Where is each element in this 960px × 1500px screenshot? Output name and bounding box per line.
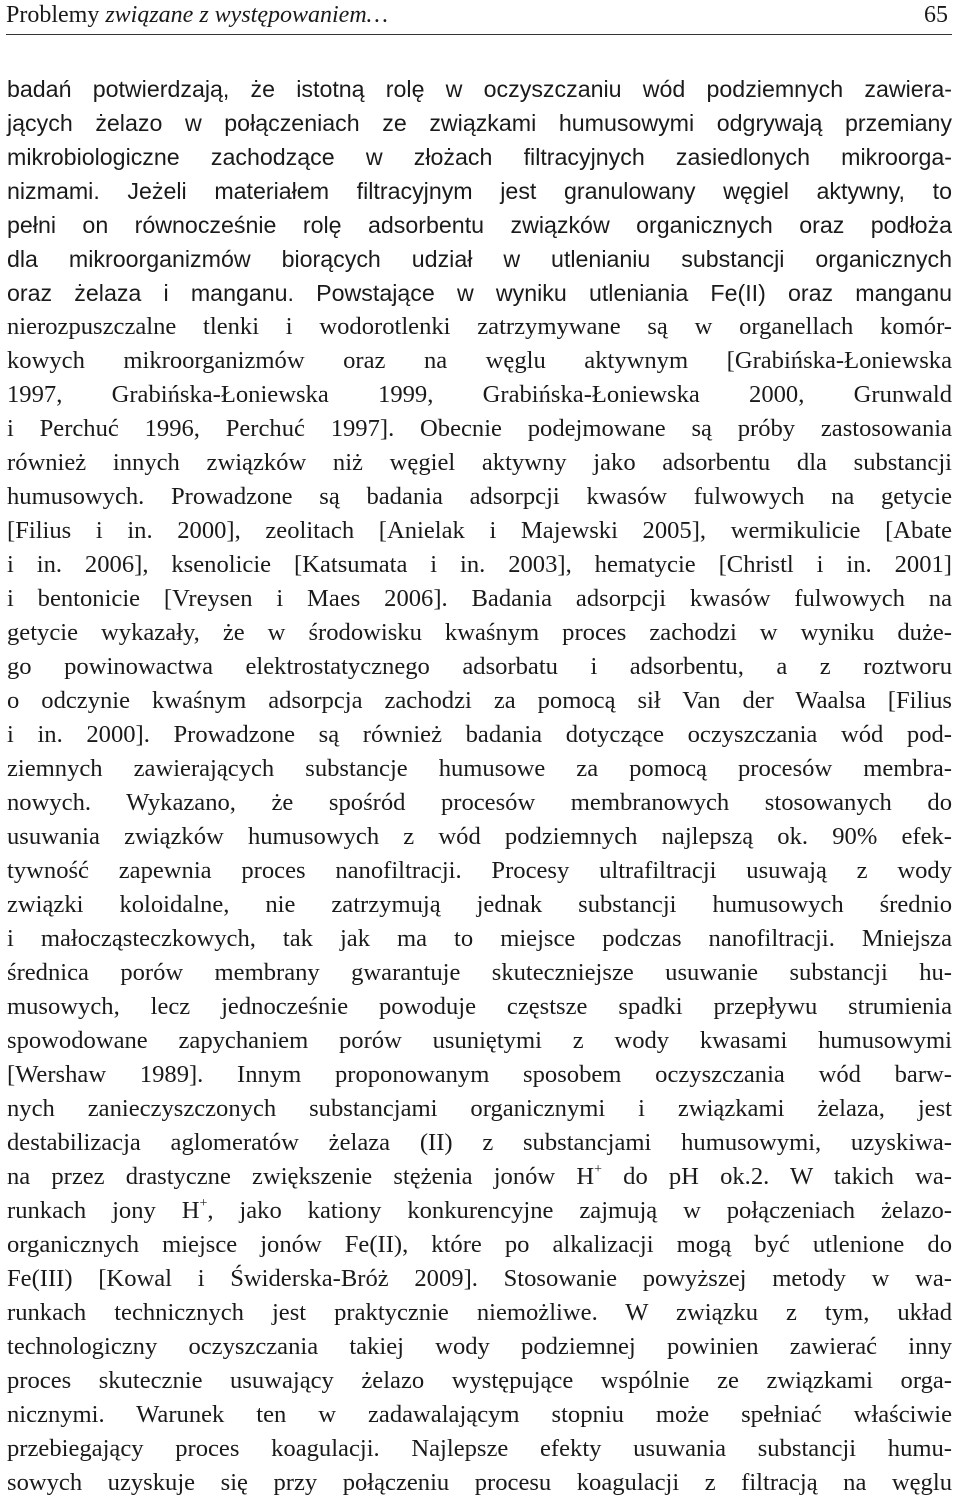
text-line-content: spowodowane zapychaniem porów usuniętymi z wody kwasami humusowymi xyxy=(7,1027,952,1054)
text-line xyxy=(7,1466,952,1500)
text-line xyxy=(7,786,952,820)
text-line xyxy=(7,310,952,344)
text-line-content: pełni on równocześnie rolę adsorbentu związków organicznych oraz podłoża xyxy=(7,212,952,238)
text-line xyxy=(7,1194,952,1228)
text-line xyxy=(7,242,952,276)
text-line-content: nych zanieczyszczonych substancjami organicznymi i związkami żelaza, jest xyxy=(7,1095,952,1122)
text-line xyxy=(7,72,952,106)
text-line xyxy=(7,1398,952,1432)
text-line xyxy=(7,752,952,786)
text-line-content: i bentonicie [Vreysen i Maes 2006]. Badania adsorpcji kwasów fulwowych na xyxy=(7,585,952,612)
text-line xyxy=(7,378,952,412)
text-line-content: runkach technicznych jest praktycznie niemożliwe. W związku z tym, układ xyxy=(7,1299,952,1326)
text-line xyxy=(7,480,952,514)
text-line-content: średnica porów membrany gwarantuje skuteczniejsze usuwanie substancji hu- xyxy=(7,959,952,986)
text-line-content: go powinowactwa elektrostatycznego adsorbatu i adsorbentu, a z roztworu xyxy=(7,653,952,680)
text-line xyxy=(7,820,952,854)
superscript-charge: + xyxy=(594,1161,602,1177)
text-line-content: i Perchuć 1996, Perchuć 1997]. Obecnie podejmowane są próby zastosowania xyxy=(7,415,952,442)
text-line xyxy=(7,1364,952,1398)
text-line-content: nierozpuszczalne tlenki i wodorotlenki zatrzymywane są w organellach komór- xyxy=(7,313,952,340)
text-line xyxy=(7,956,952,990)
text-line-content: również innych związków niż węgiel aktywny jako adsorbentu dla substancji xyxy=(7,449,952,476)
text-line xyxy=(7,718,952,752)
text-line-content: 1997, Grabińska-Łoniewska 1999, Grabińska-Łoniewska 2000, Grunwald xyxy=(7,381,952,408)
text-line xyxy=(7,1024,952,1058)
text-line-content: dla mikroorganizmów biorących udział w utlenianiu substancji organicznych xyxy=(7,246,952,272)
text-line xyxy=(7,344,952,378)
text-line xyxy=(7,650,952,684)
text-line xyxy=(7,854,952,888)
text-line-content: jących żelazo w połączeniach ze związkami humusowymi odgrywają przemiany xyxy=(7,110,952,136)
text-line xyxy=(7,582,952,616)
text-line-content: oraz żelaza i manganu. Powstające w wyniku utleniania Fe(II) oraz manganu xyxy=(7,280,952,306)
text-line-content: musowych, lecz jednocześnie powoduje częstsze spadki przepływu strumienia xyxy=(7,993,952,1020)
text-line xyxy=(7,1058,952,1092)
text-line-content: runkach jony H xyxy=(7,1197,200,1224)
text-line-content: technologiczny oczyszczania takiej wody podziemnej powinien zawierać inny xyxy=(7,1333,952,1360)
text-line xyxy=(7,548,952,582)
text-line-content: i małocząsteczkowych, tak jak ma to miejsce podczas nanofiltracji. Mniejsza xyxy=(7,925,952,952)
text-line-continuation: , jako kationy konkurencyjne zajmują w połączeniach żelazo- xyxy=(207,1197,952,1224)
text-line xyxy=(7,684,952,718)
text-line-content: usuwania związków humusowych z wód podziemnych najlepszą ok. 90% efek- xyxy=(7,823,952,850)
text-line xyxy=(7,1432,952,1466)
text-line-content: [Filius i in. 2000], zeolitach [Anielak i Majewski 2005], wermikulicie [Abate xyxy=(7,517,952,544)
text-line-content: sowych uzyskuje się przy połączeniu procesu koagulacji z filtracją na węglu xyxy=(7,1469,952,1496)
text-line xyxy=(7,1262,952,1296)
running-header-title-regular: Problemy xyxy=(6,2,106,28)
running-header xyxy=(6,0,952,35)
text-line xyxy=(7,174,952,208)
text-line xyxy=(7,616,952,650)
text-line-content: nicznymi. Warunek ten w zadawalającym stopniu może spełniać właściwie xyxy=(7,1401,952,1428)
text-line xyxy=(7,140,952,174)
text-line xyxy=(7,412,952,446)
text-line xyxy=(7,514,952,548)
text-line-content: destabilizacja aglomeratów żelaza (II) z substancjami humusowymi, uzyskiwa- xyxy=(7,1129,952,1156)
text-line xyxy=(7,446,952,480)
text-line-content: organicznych miejsce jonów Fe(II), które po alkalizacji mogą być utlenione do xyxy=(7,1231,952,1258)
text-line xyxy=(7,276,952,310)
text-line xyxy=(7,1228,952,1262)
text-line-content: Fe(III) [Kowal i Świderska-Bróż 2009]. Stosowanie powyższej metody w wa- xyxy=(7,1265,952,1292)
running-header-title xyxy=(6,2,388,29)
text-line-content: humusowych. Prowadzone są badania adsorpcji kwasów fulwowych na getycie xyxy=(7,483,952,510)
text-line xyxy=(7,208,952,242)
text-line xyxy=(7,106,952,140)
text-line-content: i in. 2006], ksenolicie [Katsumata i in. 2003], hematycie [Christl i in. 2001] xyxy=(7,551,952,578)
text-line xyxy=(7,1160,952,1194)
text-line-content: getycie wykazały, że w środowisku kwaśnym proces zachodzi w wyniku duże- xyxy=(7,619,952,646)
text-line-content: ziemnych zawierających substancje humusowe za pomocą procesów membra- xyxy=(7,755,952,782)
text-line xyxy=(7,922,952,956)
page-number: 65 xyxy=(924,2,948,28)
text-line-content: związki koloidalne, nie zatrzymują jednak substancji humusowych średnio xyxy=(7,891,952,918)
text-line-content: kowych mikroorganizmów oraz na węglu aktywnym [Grabińska-Łoniewska xyxy=(7,347,952,374)
text-line-content: o odczynie kwaśnym adsorpcja zachodzi za pomocą sił Van der Waalsa [Filius xyxy=(7,687,952,714)
text-line-content: proces skutecznie usuwający żelazo występujące wspólnie ze związkami orga- xyxy=(7,1367,952,1394)
text-line-content: przebiegający proces koagulacji. Najlepsze efekty usuwania substancji humu- xyxy=(7,1435,952,1462)
text-line-continuation: do pH ok.2. W takich wa- xyxy=(602,1163,952,1190)
superscript-charge: + xyxy=(199,1195,208,1211)
text-line-content: [Wershaw 1989]. Innym proponowanym sposobem oczyszczania wód barw- xyxy=(7,1061,952,1088)
text-line-content: badań potwierdzają, że istotną rolę w oczyszczaniu wód podziemnych zawiera- xyxy=(7,76,952,102)
text-line-content: mikrobiologiczne zachodzące w złożach filtracyjnych zasiedlonych mikroorga- xyxy=(7,144,952,170)
running-header-title-italic: związane z występowaniem… xyxy=(105,2,388,28)
text-line xyxy=(7,990,952,1024)
text-line-content: nizmami. Jeżeli materiałem filtracyjnym jest granulowany węgiel aktywny, to xyxy=(7,178,952,204)
text-line-content: nowych. Wykazano, że spośród procesów membranowych stosowanych do xyxy=(7,789,952,816)
text-line xyxy=(7,1296,952,1330)
text-line-content: i in. 2000]. Prowadzone są również badania dotyczące oczyszczania wód pod- xyxy=(7,721,952,748)
text-line xyxy=(7,1092,952,1126)
text-line-content: na przez drastyczne zwiększenie stężenia jonów H xyxy=(7,1163,595,1190)
text-line xyxy=(7,888,952,922)
text-line xyxy=(7,1330,952,1364)
text-line xyxy=(7,1126,952,1160)
body-paragraph xyxy=(7,72,952,1500)
text-line-content: tywność zapewnia proces nanofiltracji. Procesy ultrafiltracji usuwają z wody xyxy=(7,857,952,884)
